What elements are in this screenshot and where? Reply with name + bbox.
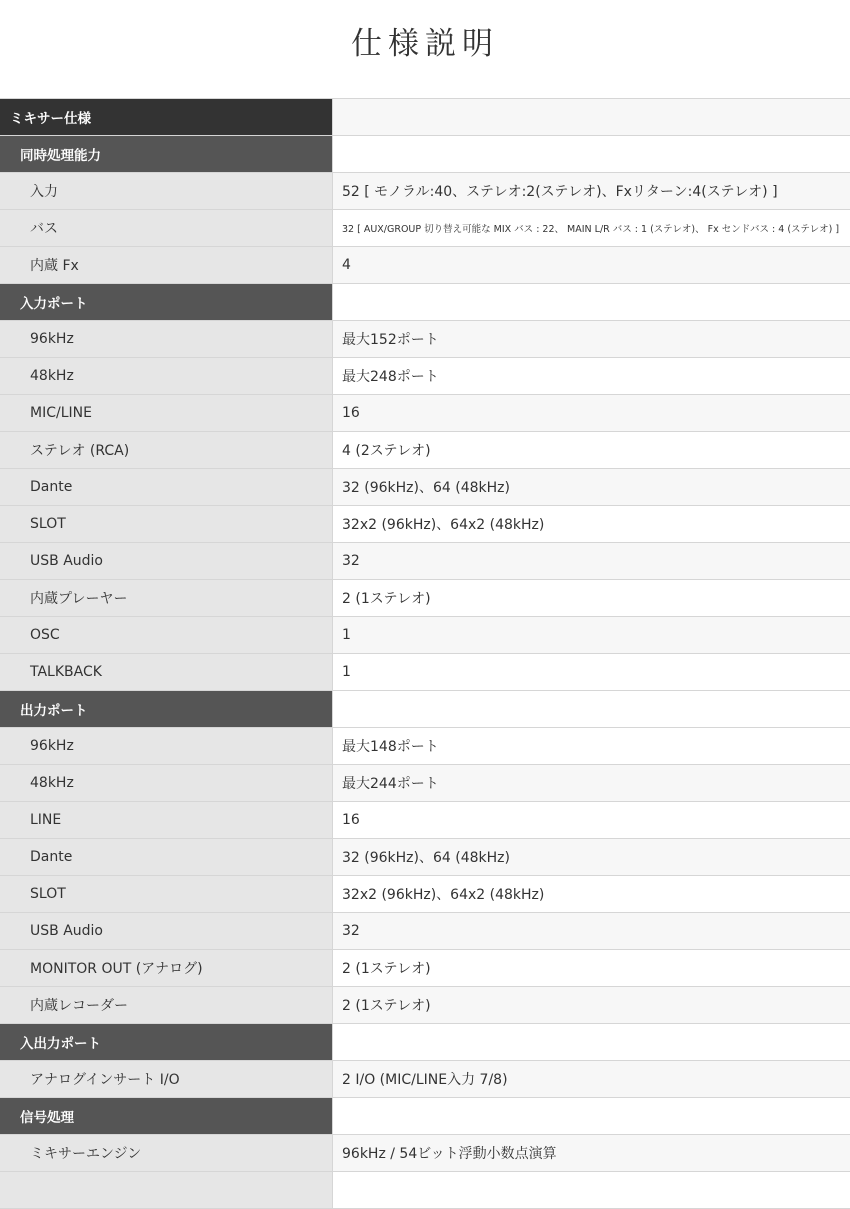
spec-label: USB Audio <box>0 543 332 579</box>
spec-label: 96kHz <box>0 728 332 764</box>
spec-value: 16 <box>332 395 850 431</box>
spec-row <box>0 543 850 580</box>
section-header-value <box>332 136 850 172</box>
spec-row <box>0 210 850 247</box>
spec-label: Dante <box>0 839 332 875</box>
spec-row <box>0 987 850 1024</box>
section-header-label: 信号処理 <box>0 1098 332 1134</box>
spec-label: バス <box>0 210 332 246</box>
spec-label: 内蔵プレーヤー <box>0 580 332 616</box>
section-header-row <box>0 1098 850 1135</box>
spec-value: 1 <box>332 654 850 690</box>
spec-row <box>0 580 850 617</box>
spec-label <box>0 1172 332 1208</box>
section-header-row <box>0 1024 850 1061</box>
spec-label: 内蔵レコーダー <box>0 987 332 1023</box>
spec-label: TALKBACK <box>0 654 332 690</box>
spec-value: 最大244ポート <box>332 765 850 801</box>
spec-row <box>0 1135 850 1172</box>
spec-label: ステレオ (RCA) <box>0 432 332 468</box>
spec-value: 32 [ AUX/GROUP 切り替え可能な MIX バス : 22、 MAIN L/R バス : 1 (ステレオ)、 Fx センドバス : 4 (ステレオ) ] <box>332 210 850 246</box>
spec-row <box>0 654 850 691</box>
spec-value: 最大152ポート <box>332 321 850 357</box>
spec-label: 96kHz <box>0 321 332 357</box>
spec-label: LINE <box>0 802 332 838</box>
spec-value: 32x2 (96kHz)、64x2 (48kHz) <box>332 506 850 542</box>
spec-row <box>0 1061 850 1098</box>
spec-row <box>0 765 850 802</box>
spec-label: SLOT <box>0 506 332 542</box>
spec-row <box>0 876 850 913</box>
page-title <box>0 0 850 98</box>
spec-value: 32 (96kHz)、64 (48kHz) <box>332 839 850 875</box>
section-header-label: 出力ポート <box>0 691 332 727</box>
spec-value: 2 (1ステレオ) <box>332 987 850 1023</box>
spec-value: 1 <box>332 617 850 653</box>
spec-row <box>0 395 850 432</box>
section-header-value <box>332 1098 850 1134</box>
spec-label: 48kHz <box>0 765 332 801</box>
spec-label: 48kHz <box>0 358 332 394</box>
spec-row <box>0 173 850 210</box>
spec-value: 2 I/O (MIC/LINE入力 7/8) <box>332 1061 850 1097</box>
spec-value: 52 [ モノラル:40、ステレオ:2(ステレオ)、Fxリターン:4(ステレオ) ] <box>332 173 850 209</box>
section-header-value <box>332 691 850 727</box>
page-title-text: 仕様説明 <box>351 26 499 62</box>
spec-row <box>0 1172 850 1209</box>
spec-value: 32x2 (96kHz)、64x2 (48kHz) <box>332 876 850 912</box>
spec-value: 4 <box>332 247 850 283</box>
spec-value: 32 (96kHz)、64 (48kHz) <box>332 469 850 505</box>
section-header-label: 入出力ポート <box>0 1024 332 1060</box>
spec-value: 2 (1ステレオ) <box>332 580 850 616</box>
section-header-value <box>332 99 850 135</box>
spec-row <box>0 432 850 469</box>
spec-value: 最大148ポート <box>332 728 850 764</box>
section-header-label: 同時処理能力 <box>0 136 332 172</box>
spec-label: OSC <box>0 617 332 653</box>
section-header-row <box>0 136 850 173</box>
spec-label: 入力 <box>0 173 332 209</box>
section-header-label: 入力ポート <box>0 284 332 320</box>
spec-label: SLOT <box>0 876 332 912</box>
section-header-row <box>0 284 850 321</box>
section-header-value <box>332 1024 850 1060</box>
spec-value: 2 (1ステレオ) <box>332 950 850 986</box>
spec-row <box>0 247 850 284</box>
spec-label: アナログインサート I/O <box>0 1061 332 1097</box>
section-header-row <box>0 691 850 728</box>
spec-row <box>0 469 850 506</box>
section-header-label: ミキサー仕様 <box>0 99 332 135</box>
spec-row <box>0 839 850 876</box>
spec-value <box>332 1172 850 1208</box>
spec-row <box>0 506 850 543</box>
spec-label: ミキサーエンジン <box>0 1135 332 1171</box>
spec-label: 内蔵 Fx <box>0 247 332 283</box>
section-header-value <box>332 284 850 320</box>
spec-row <box>0 321 850 358</box>
spec-row <box>0 358 850 395</box>
spec-value: 96kHz / 54ビット浮動小数点演算 <box>332 1135 850 1171</box>
spec-row <box>0 617 850 654</box>
spec-row <box>0 913 850 950</box>
spec-row <box>0 950 850 987</box>
spec-label: Dante <box>0 469 332 505</box>
spec-value: 32 <box>332 543 850 579</box>
spec-label: MIC/LINE <box>0 395 332 431</box>
section-header-row <box>0 99 850 136</box>
spec-label: USB Audio <box>0 913 332 949</box>
spec-value: 16 <box>332 802 850 838</box>
spec-row <box>0 802 850 839</box>
spec-label: MONITOR OUT (アナログ) <box>0 950 332 986</box>
spec-value: 4 (2ステレオ) <box>332 432 850 468</box>
spec-value: 32 <box>332 913 850 949</box>
spec-table <box>0 98 850 1209</box>
spec-value: 最大248ポート <box>332 358 850 394</box>
spec-row <box>0 728 850 765</box>
